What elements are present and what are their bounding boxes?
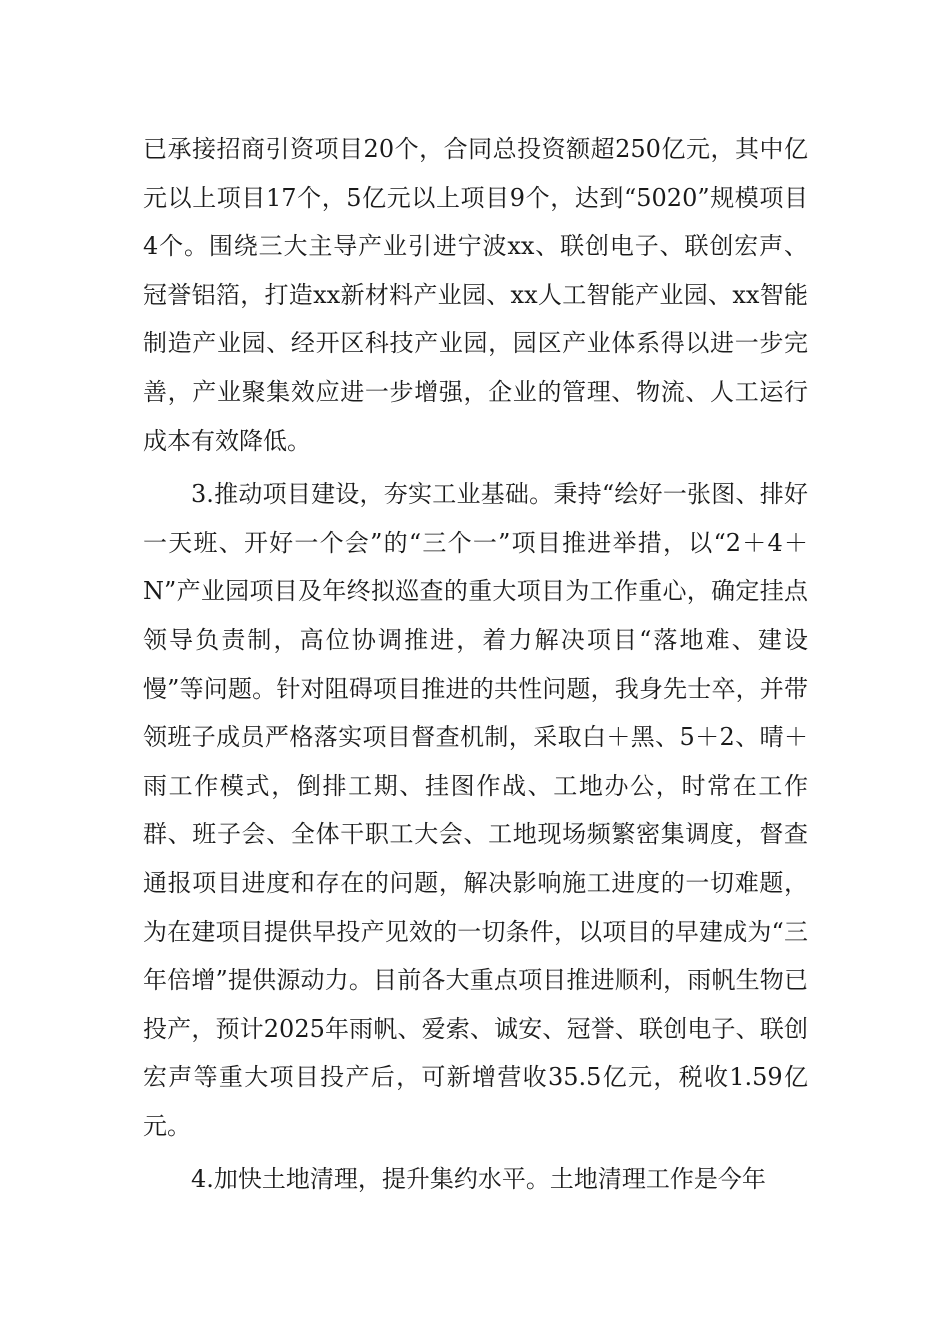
paragraph-1: 已承接招商引资项目20个，合同总投资额超250亿元，其中亿元以上项目17个，5亿元以上项目9个，达到“5020”规模项目4个。围绕三大主导产业引进宁波xx、联创电子、联创宏声、冠誉铝箔，打造xx新材料产业园、xx人工智能产业园、xx智能制造产业园、经开区科技产业园，园区产业体系得以进一步完善，产业聚集效应进一步增强，企业的管理、物流、人工运行成本有效降低。 [143, 135, 808, 455]
paragraph-2: 3.推动项目建设，夯实工业基础。秉持“绘好一张图、排好一天班、开好一个会”的“三个一”项目推进举措，以“2＋4＋N”产业园项目及年终拟巡查的重大项目为工作重心，确定挂点领导负责制，高位协调推进，着力解决项目“落地难、建设慢”等问题。针对阻碍项目推进的共性问题，我身先士卒，并带领班子成员严格落实项目督查机制，采取白＋黑、5＋2、晴＋雨工作模式，倒排工期、挂图作战、工地办公，时常在工作群、班子会、全体干职工大会、工地现场频繁密集调度，督查通报项目进度和存在的问题，解决影响施工进度的一切难题，为在建项目提供早投产见效的一切条件，以项目的早建成为“三年倍增”提供源动力。目前各大重点项目推进顺利，雨帆生物已投产，预计2025年雨帆、爱索、诚安、冠誉、联创电子、联创宏声等重大项目投产后，可新增营收35.5亿元，税收1.59亿元。 [143, 480, 808, 1140]
paragraph-3: 4.加快土地清理，提升集约水平。土地清理工作是今年 [191, 1165, 766, 1194]
document-page [143, 125, 808, 1209]
